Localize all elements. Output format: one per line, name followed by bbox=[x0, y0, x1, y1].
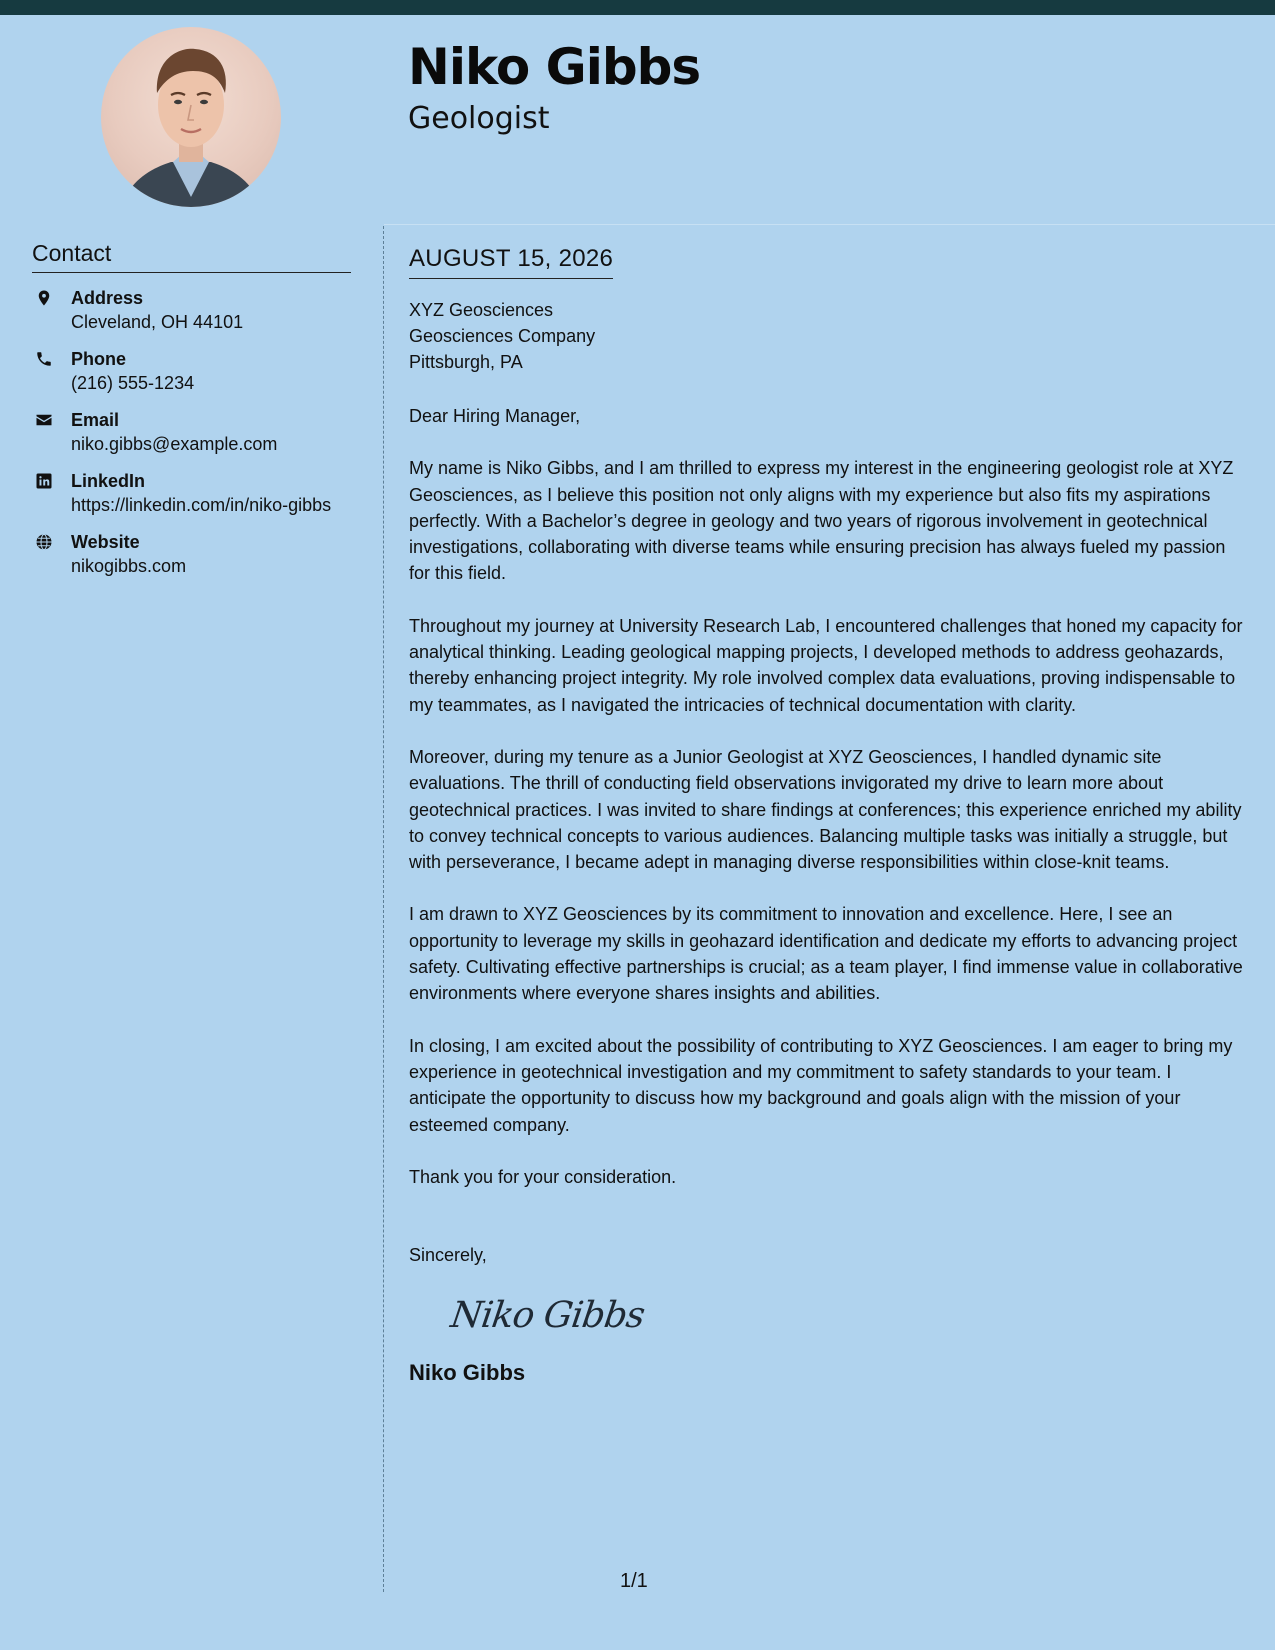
column-divider bbox=[383, 226, 384, 1592]
body-paragraph: Moreover, during my tenure as a Junior Geologist at XYZ Geosciences, I handled dynamic site evaluations. The thrill of conducting field observations invigorated my drive to learn more about geotechnical practices. I was invited to share findings at conferences; this experience enriched my ability to convey technical concepts to various audiences. Balancing multiple tasks was initially a struggle, but with perseverance, I became adept in managing diverse responsibilities within close-knit teams. bbox=[409, 746, 1242, 873]
contact-website bbox=[32, 531, 351, 578]
header-divider bbox=[384, 224, 1275, 225]
handwritten-signature: Niko Gibbs bbox=[448, 1295, 647, 1337]
contact-label: Phone bbox=[71, 348, 127, 369]
contact-value: (216) 555-1234 bbox=[71, 372, 195, 393]
contact-label: LinkedIn bbox=[71, 470, 146, 491]
contact-phone bbox=[32, 348, 351, 395]
contact-label: Email bbox=[71, 409, 120, 430]
recipient-line: XYZ Geosciences bbox=[409, 300, 554, 320]
contact-linkedin bbox=[32, 470, 351, 517]
letter-body bbox=[409, 244, 1249, 1387]
letter-date: AUGUST 15, 2026 bbox=[409, 244, 613, 279]
top-accent-bar bbox=[0, 0, 1275, 15]
page-number: 1/1 bbox=[620, 1570, 648, 1592]
applicant-name: Niko Gibbs bbox=[408, 38, 701, 96]
body-paragraph: I am drawn to XYZ Geosciences by its commitment to innovation and excellence. Here, I see an opportunity to leverage my skills in geohazard identification and dedicate my efforts to advancing project safety. Cultivating effective partnerships is crucial; as a team player, I find immense value in collaborative environments where everyone shares insights and abilities. bbox=[409, 904, 1243, 1004]
contact-address bbox=[32, 287, 351, 334]
profile-photo bbox=[101, 27, 281, 207]
applicant-title: Geologist bbox=[408, 101, 550, 136]
contact-value[interactable]: nikogibbs.com bbox=[71, 555, 187, 576]
contact-sidebar bbox=[32, 240, 351, 578]
contact-heading: Contact bbox=[32, 240, 351, 273]
greeting: Dear Hiring Manager, bbox=[409, 406, 581, 426]
map-pin-icon bbox=[35, 289, 53, 307]
contact-label: Website bbox=[71, 531, 140, 552]
contact-value[interactable]: https://linkedin.com/in/niko-gibbs bbox=[71, 494, 332, 515]
recipient-block bbox=[409, 297, 1249, 375]
globe-icon bbox=[35, 533, 53, 551]
recipient-line: Pittsburgh, PA bbox=[409, 352, 523, 372]
contact-value[interactable]: niko.gibbs@example.com bbox=[71, 433, 278, 454]
contact-email bbox=[32, 409, 351, 456]
envelope-icon bbox=[35, 411, 53, 429]
body-paragraph: My name is Niko Gibbs, and I am thrilled to express my interest in the engineering geologist role at XYZ Geosciences, as I believe this position not only aligns with my experience but also fits my aspirations perfectly. With a Bachelor’s degree in geology and two years of rigorous involvement in geotechnical investigations, collaborating with diverse teams while ensuring precision has always fueled my passion for this field. bbox=[409, 458, 1234, 584]
contact-label: Address bbox=[71, 287, 144, 308]
body-paragraph: Throughout my journey at University Research Lab, I encountered challenges that honed my capacity for analytical thinking. Leading geological mapping projects, I developed methods to address geohazards, thereby enhancing project integrity. My role involved complex data evaluations, proving indispensable to my teammates, as I navigated the intricacies of technical documentation with clarity. bbox=[409, 615, 1243, 715]
thanks-line: Thank you for your consideration. bbox=[409, 1166, 677, 1187]
signer-name: Niko Gibbs bbox=[409, 1360, 526, 1386]
contact-value: Cleveland, OH 44101 bbox=[71, 311, 244, 332]
linkedin-icon bbox=[35, 472, 53, 490]
closing-line: Sincerely, bbox=[409, 1245, 487, 1266]
phone-icon bbox=[35, 350, 53, 368]
recipient-line: Geosciences Company bbox=[409, 326, 596, 346]
body-paragraph: In closing, I am excited about the possibility of contributing to XYZ Geosciences. I am eager to bring my experience in geotechnical investigation and my commitment to safety standards to your team. I anticipate the opportunity to discuss how my background and goals align with the mission of your esteemed company. bbox=[409, 1035, 1233, 1135]
